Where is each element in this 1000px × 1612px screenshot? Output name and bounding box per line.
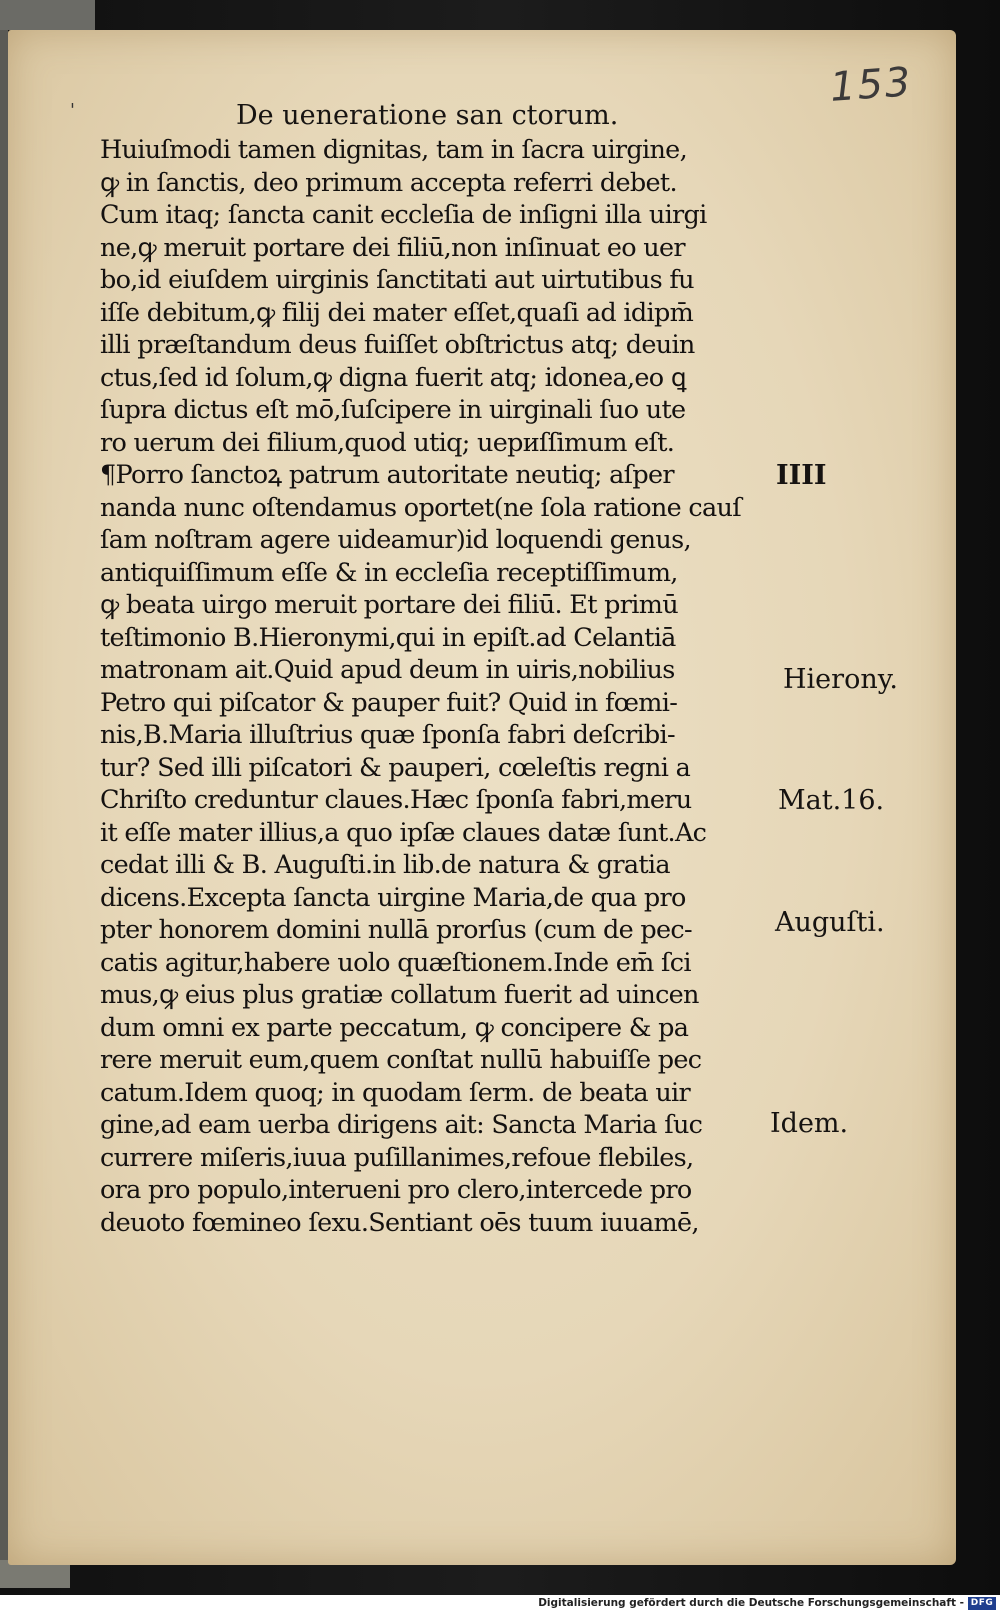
text-line: ꝙ beata uirgo meruit portare dei filiū. Et primū: [100, 590, 678, 620]
text-line: ctus,ſed id ſolum,ꝙ digna fuerit atq; idonea,eo ꝗ: [100, 362, 686, 393]
text-line: cedat illi & B. Auguſti.in lib.de natura & gratia: [100, 850, 670, 880]
text-line: dum omni ex parte peccatum, ꝙ concipere & pa: [100, 1012, 689, 1043]
text-line: antiquiſſimum eſſe & in eccleſia receptiſſimum,: [100, 557, 678, 588]
running-head: De ueneratione san ctorum.: [236, 100, 619, 131]
text-line: rere meruit eum,quem conſtat nullū habuiſſe pec: [100, 1045, 702, 1075]
text-line: dicens.Excepta ſancta uirgine Maria,de qua pro: [100, 882, 686, 913]
text-line: it eſſe mater illius,a quo ipſæ claues datæ ſunt.Ac: [100, 817, 707, 848]
text-line: ſam noſtram agere uideamur)id loquendi genus,: [100, 525, 691, 555]
text-line: ne,ꝙ meruit portare dei filiū,non inſinuat eo uer: [100, 232, 685, 263]
body-text: [100, 134, 760, 1239]
margin-mark: ': [70, 100, 75, 121]
text-line: catum.Idem quoq; in quodam ſerm. de beata uir: [100, 1077, 691, 1108]
sidenote-hieronymus: Hierony.: [783, 664, 898, 695]
text-line: gine,ad eam uerba dirigens ait: Sancta Maria ſuc: [100, 1110, 703, 1140]
sidenote-chapter: IIII: [776, 460, 827, 491]
text-line: matronam ait.Quid apud deum in uiris,nobilius: [100, 655, 675, 685]
text-line: ſupra dictus eſt mō,ſuſcipere in uirginali ſuo ute: [100, 395, 686, 425]
text-line: iſſe debitum,ꝙ filij dei mater eſſet,quaſi ad idipm̄: [100, 297, 694, 328]
text-line: nanda nunc oſtendamus oportet(ne ſola ratione cauſ: [100, 492, 741, 523]
text-line: illi præſtandum deus fuiſſet obſtrictus atq; deuin: [100, 330, 695, 360]
text-line: bo,id eiuſdem uirginis ſanctitati aut uirtutibus fu: [100, 265, 694, 295]
sidenote-idem: Idem.: [770, 1108, 849, 1139]
dfg-logo: DFG: [968, 1597, 996, 1610]
text-line: teſtimonio B.Hieronymi,qui in epiſt.ad Celantiā: [100, 622, 676, 653]
text-line: Petro qui piſcator & pauper fuit? Quid in fœmi-: [100, 687, 678, 718]
text-line: ¶Porro ſanctoꝝ patrum autoritate neutiq; aſper: [100, 460, 674, 490]
text-line: ora pro populo,interueni pro clero,intercede pro: [100, 1175, 692, 1205]
text-line: mus,ꝙ eius plus gratiæ collatum fuerit ad uincen: [100, 980, 699, 1010]
scan-top-edge: [0, 0, 95, 30]
text-line: Chriſto creduntur claues.Hæc ſponſa fabri,meru: [100, 785, 692, 815]
sidenote-augustine: Auguſti.: [775, 907, 885, 938]
text-line: nis,B.Maria illuſtrius quæ ſponſa fabri deſcribi-: [100, 720, 675, 750]
text-line: currere miſeris,iuua puſillanimes,refoue flebiles,: [100, 1142, 694, 1173]
text-line: tur? Sed illi piſcatori & pauperi, cœleſtis regni a: [100, 752, 691, 783]
book-spine-edge: [0, 0, 8, 1575]
folio-number: 153: [828, 59, 914, 111]
text-line: catis agitur,habere uolo quæſtionem.Inde em̄ ſci: [100, 947, 691, 978]
text-line: Huiuſmodi tamen dignitas, tam in ſacra uirgine,: [100, 135, 687, 165]
sidenote-matthew: Mat.16.: [778, 785, 885, 816]
text-line: Cum itaq; ſancta canit eccleſia de inſigni illa uirgi: [100, 200, 707, 230]
text-line: pter honorem domini nullā prorſus (cum de pec-: [100, 915, 692, 945]
text-line: deuoto fœmineo ſexu.Sentiant oēs tuum iuuamē,: [100, 1207, 699, 1238]
text-line: ꝙ in ſanctis, deo primum accepta referri debet.: [100, 167, 677, 198]
text-line: ro uerum dei filium,quod utiq; uериſſimum eſt.: [100, 427, 675, 458]
footer-credit: Digitalisierung gefördert durch die Deutsche Forschungsgemeinschaft -: [538, 1597, 964, 1609]
